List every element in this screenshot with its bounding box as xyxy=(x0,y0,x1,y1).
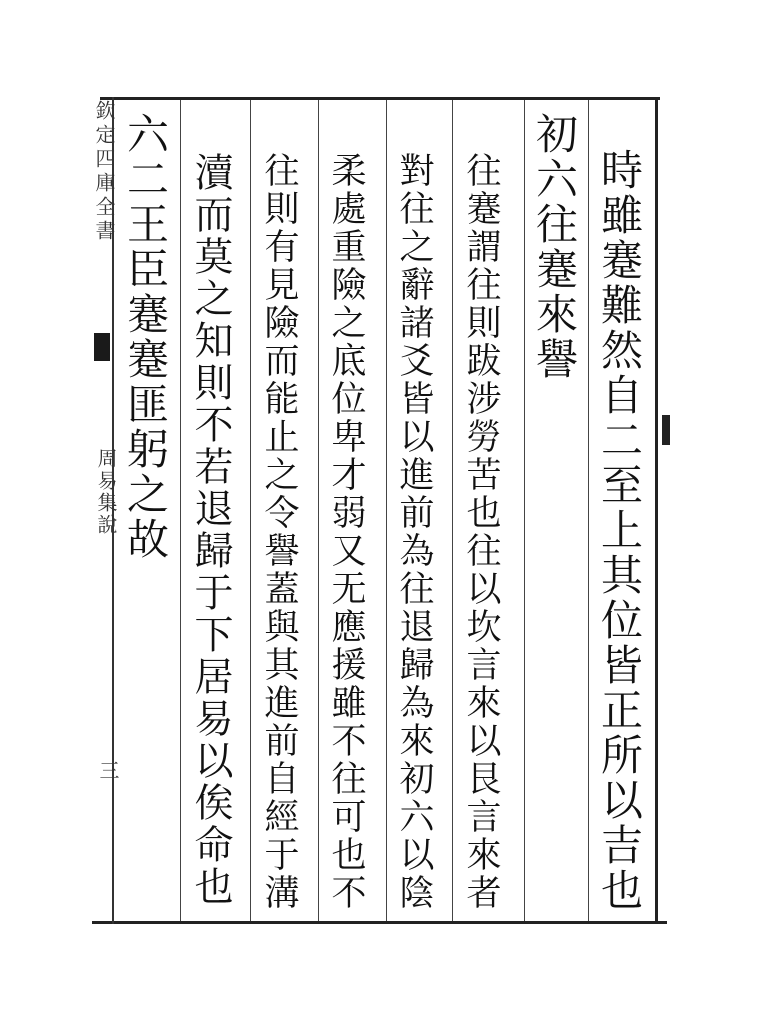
frame-bottom-border xyxy=(92,921,667,924)
text-column-7: 瀆而莫之知則不若退歸于下居易以俟命也 xyxy=(188,152,233,908)
margin-page-number: 三 xyxy=(96,760,120,780)
frame-top-border xyxy=(100,97,660,100)
column-rule xyxy=(318,100,319,921)
column-rule xyxy=(524,100,525,921)
text-column-5: 柔處重險之底位卑才弱又无應援雖不往可也不 xyxy=(326,152,366,912)
text-column-3: 往蹇謂往則跋涉勞苦也往以坎言來以艮言來者 xyxy=(461,152,501,912)
margin-book-title: 周易集說 xyxy=(94,448,118,536)
column-rule xyxy=(452,100,453,921)
text-column-2: 初六往蹇來譽 xyxy=(530,112,579,382)
text-column-6: 往則有見險而能止之令譽蓋與其進前自經于溝 xyxy=(259,152,299,912)
margin-header-text: 欽定四庫全書 xyxy=(92,100,116,244)
text-column-8: 六二王臣蹇蹇匪躬之故 xyxy=(121,112,170,562)
column-rule xyxy=(386,100,387,921)
edge-mark xyxy=(662,415,670,445)
fish-tail-mark xyxy=(94,333,110,361)
column-rule xyxy=(180,100,181,921)
text-column-4: 對往之辭諸爻皆以進前為往退歸為來初六以陰 xyxy=(394,152,434,912)
text-column-1: 時雖蹇難然自二至上其位皆正所以吉也 xyxy=(595,148,644,913)
column-rule xyxy=(588,100,589,921)
column-rule xyxy=(250,100,251,921)
frame-right-border xyxy=(655,97,658,924)
